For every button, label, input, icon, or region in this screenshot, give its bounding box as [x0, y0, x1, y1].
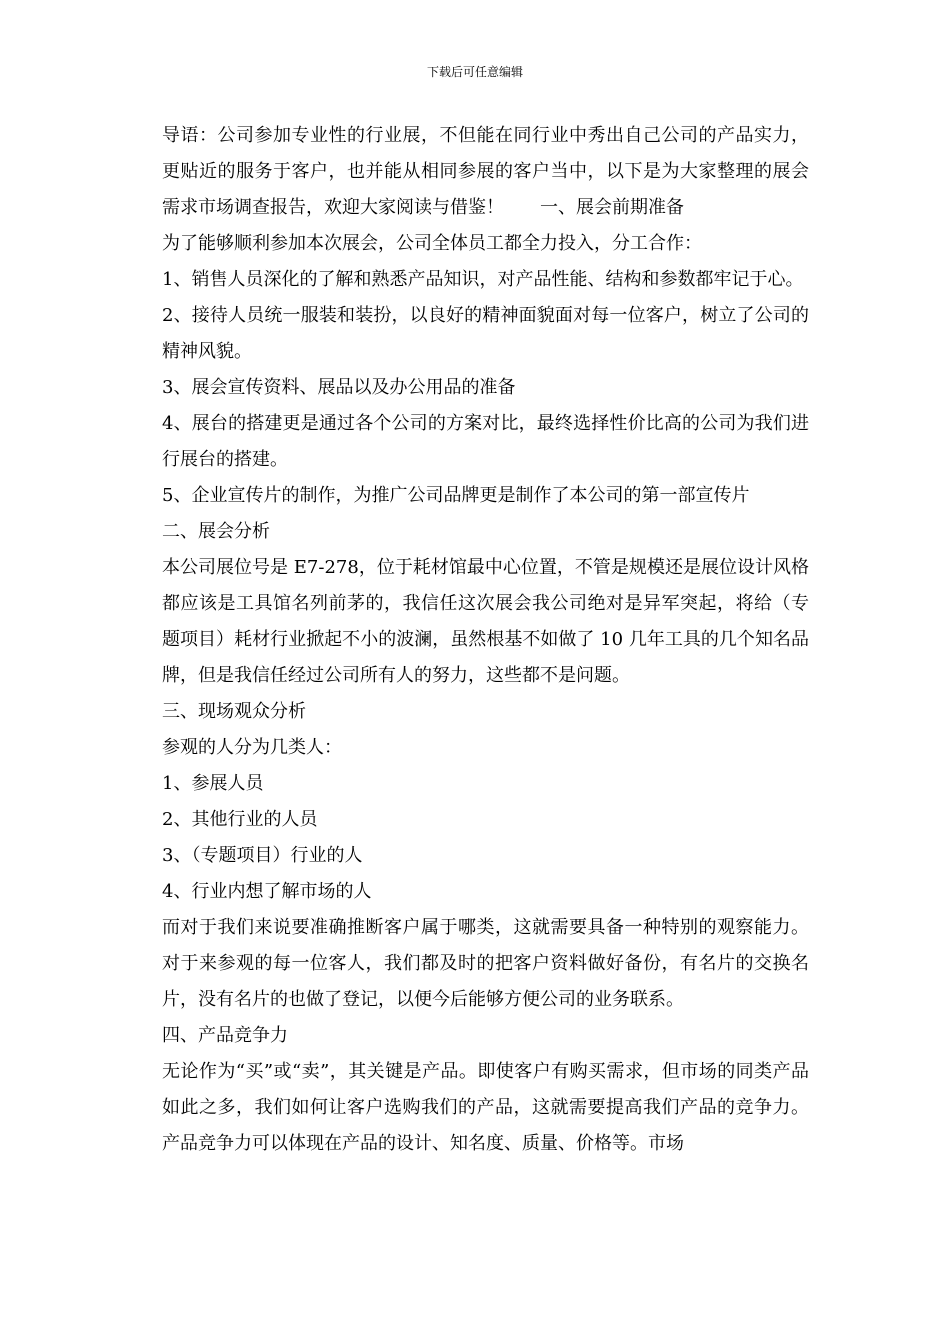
list-item: 3、展会宣传资料、展品以及办公用品的准备 [162, 377, 516, 398]
list-item: 2、其他行业的人员 [162, 809, 318, 830]
list-item: 1、参展人员 [162, 773, 264, 794]
page-header: 下载后可任意编辑 [426, 65, 523, 79]
paragraph: 为了能够顺利参加本次展会，公司全体员工都全力投入，分工合作： [162, 233, 702, 254]
paragraph: 无论作为“买”或“卖”，其关键是产品。即使客户有购买需求，但市场的同类产品如此之多，我们如何让客户选购我们的产品，这就需要提高我们产品的竞争力。产品竞争力可以体现在产品的设计、知名度、质量、价格等。市场 [162, 1061, 809, 1154]
list-item: 3、（专题项目）行业的人 [162, 845, 363, 866]
list-item: 2、接待人员统一服装和装扮，以良好的精神面貌面对每一位客户，树立了公司的精神风貌。 [162, 305, 809, 362]
list-item: 1、销售人员深化的了解和熟悉产品知识，对产品性能、结构和参数都牢记于心。 [162, 269, 804, 290]
intro-paragraph: 导语：公司参加专业性的行业展，不但能在同行业中秀出自己公司的产品实力，更贴近的服务于客户，也并能从相同参展的客户当中，以下是为大家整理的展会需求市场调查报告，欢迎大家阅读与借鉴！ 一、展会前期准备 [162, 125, 809, 218]
paragraph: 本公司展位号是 E7-278，位于耗材馆最中心位置，不管是规模还是展位设计风格都应该是工具馆名列前茅的，我信任这次展会我公司绝对是异军突起，将给（专题项目）耗材行业掀起不小的波澜，虽然根基不如做了 10 几年工具的几个知名品牌，但是我信任经过公司所有人的努力，这些都不是问题。 [162, 557, 809, 686]
section-heading: 四、产品竞争力 [162, 1025, 288, 1046]
section-heading: 二、展会分析 [162, 521, 270, 542]
section-heading: 三、现场观众分析 [162, 701, 306, 722]
paragraph: 参观的人分为几类人： [162, 737, 342, 758]
paragraph: 而对于我们来说要准确推断客户属于哪类，这就需要具备一种特别的观察能力。对于来参观的每一位客人，我们都及时的把客户资料做好备份，有名片的交换名片，没有名片的也做了登记，以便今后能够方便公司的业务联系。 [162, 917, 809, 1010]
list-item: 4、行业内想了解市场的人 [162, 881, 372, 902]
list-item: 5、企业宣传片的制作，为推广公司品牌更是制作了本公司的第一部宣传片 [162, 485, 750, 506]
list-item: 4、展台的搭建更是通过各个公司的方案对比，最终选择性价比高的公司为我们进行展台的搭建。 [162, 413, 809, 470]
document-body [143, 118, 809, 1162]
